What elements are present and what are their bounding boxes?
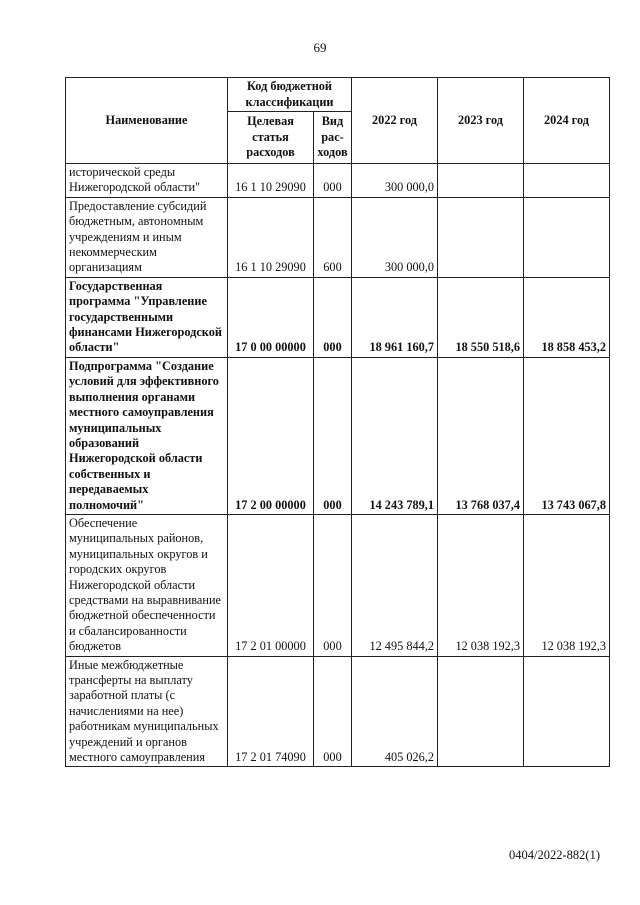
row-target-cell: 17 2 01 74090 <box>228 656 314 767</box>
row-2022-cell: 12 495 844,2 <box>352 514 438 656</box>
row-target-cell: 17 2 01 00000 <box>228 514 314 656</box>
row-name-cell: Предоставление субсидий бюджетным, автономным учреждениям и иным некоммерческим организациям <box>66 197 228 277</box>
row-2024-cell: 18 858 453,2 <box>524 277 610 357</box>
row-2022-cell: 405 026,2 <box>352 656 438 767</box>
document-id: 0404/2022-882(1) <box>509 848 600 862</box>
table-row <box>66 277 610 357</box>
row-2023-cell: 18 550 518,6 <box>438 277 524 357</box>
row-2022-cell: 300 000,0 <box>352 164 438 198</box>
row-2024-cell: 13 743 067,8 <box>524 357 610 514</box>
row-kind-cell: 000 <box>314 164 352 198</box>
header-2023: 2023 год <box>438 78 524 164</box>
header-2022: 2022 год <box>352 78 438 164</box>
table-row <box>66 357 610 514</box>
table-row <box>66 656 610 767</box>
row-name-cell: Обеспечение муниципальных районов, муниципальных округов и городских округов Нижегородской области средствами на выравнивание бюджетной обеспеченности и сбалансированности бюджетов <box>66 514 228 656</box>
row-2023-cell: 13 768 037,4 <box>438 357 524 514</box>
row-kind-cell: 000 <box>314 357 352 514</box>
header-name: Наименование <box>66 78 228 164</box>
row-target-cell: 17 2 00 00000 <box>228 357 314 514</box>
budget-table <box>65 77 610 767</box>
row-kind-cell: 000 <box>314 277 352 357</box>
row-kind-cell: 000 <box>314 656 352 767</box>
header-2024: 2024 год <box>524 78 610 164</box>
table-row <box>66 514 610 656</box>
row-kind-cell: 600 <box>314 197 352 277</box>
row-target-cell: 16 1 10 29090 <box>228 164 314 198</box>
row-2023-cell: 12 038 192,3 <box>438 514 524 656</box>
row-2024-cell <box>524 656 610 767</box>
row-2023-cell <box>438 197 524 277</box>
row-kind-cell: 000 <box>314 514 352 656</box>
header-code-group: Код бюджетной классификации <box>228 78 352 112</box>
row-2024-cell <box>524 164 610 198</box>
row-2024-cell: 12 038 192,3 <box>524 514 610 656</box>
row-name-cell: Государственная программа "Управление государственными финансами Нижегородской области" <box>66 277 228 357</box>
row-2024-cell <box>524 197 610 277</box>
header-target-article: Целевая статья расходов <box>228 112 314 164</box>
row-name-cell: Иные межбюджетные трансферты на выплату заработной платы (с начислениями на нее) работникам муниципальных учреждений и органов местного самоуправления <box>66 656 228 767</box>
row-name-cell: исторической среды Нижегородской области" <box>66 164 228 198</box>
header-expense-kind: Вид рас-ходов <box>314 112 352 164</box>
row-2022-cell: 300 000,0 <box>352 197 438 277</box>
row-2022-cell: 18 961 160,7 <box>352 277 438 357</box>
row-2022-cell: 14 243 789,1 <box>352 357 438 514</box>
page-number: 69 <box>313 40 327 55</box>
row-target-cell: 17 0 00 00000 <box>228 277 314 357</box>
row-2023-cell <box>438 164 524 198</box>
row-2023-cell <box>438 656 524 767</box>
row-name-cell: Подпрограмма "Создание условий для эффективного выполнения органами местного самоуправления муниципальных образований Нижегородской области собственных и передаваемых полномочий" <box>66 357 228 514</box>
table-row <box>66 197 610 277</box>
row-target-cell: 16 1 10 29090 <box>228 197 314 277</box>
table-row <box>66 164 610 198</box>
